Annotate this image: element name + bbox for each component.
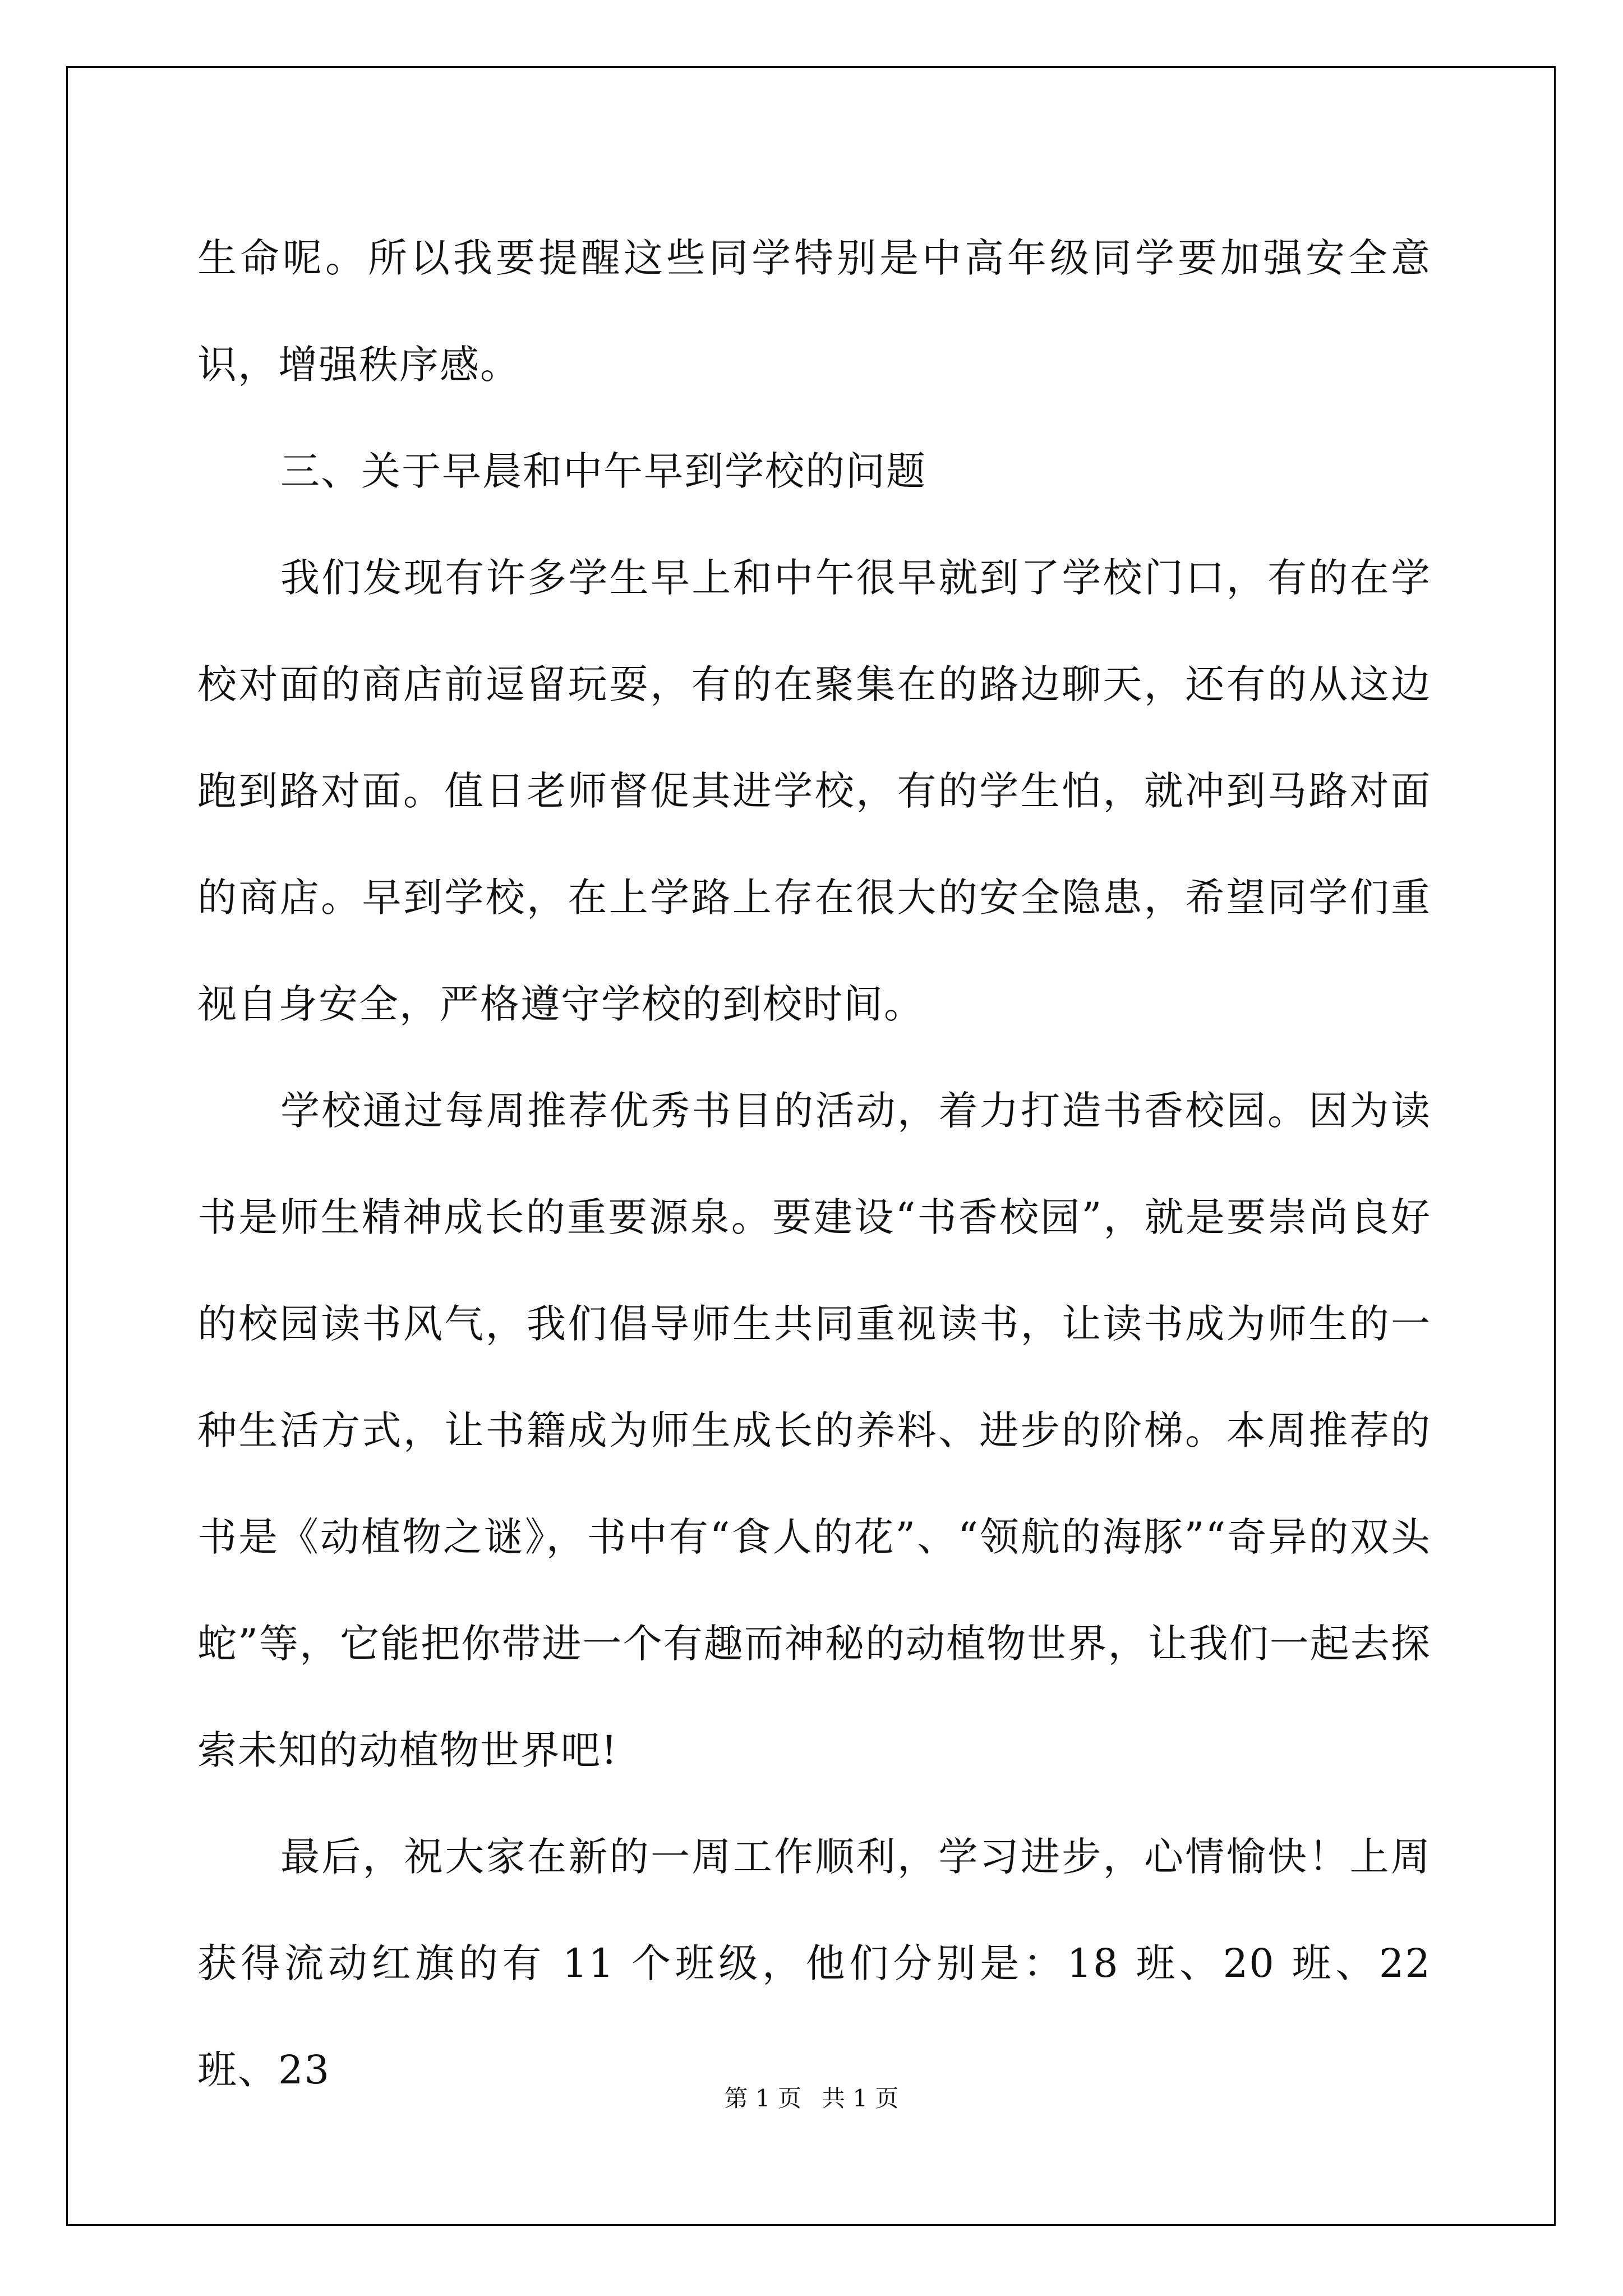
paragraph-early-arrival: 我们发现有许多学生早上和中午很早就到了学校门口，有的在学校对面的商店前逗留玩耍，有的在聚集在的路边聊天，还有的从这边跑到路对面。值日老师督促其进学校，有的学生怕，就冲到马路对面的商店。早到学校，在上学路上存在很大的安全隐患，希望同学们重视自身安全，严格遵守学校的到校时间。 <box>197 555 1431 1027</box>
section-heading-3: 三、关于早晨和中午早到学校的问题 <box>280 448 926 494</box>
document-body <box>197 205 1431 2123</box>
paragraph-1: 生命呢。所以我要提醒这些同学特别是中高年级同学要加强安全意识，增强秩序感。 <box>197 235 1431 388</box>
paragraph-closing: 最后，祝大家在新的一周工作顺利，学习进步，心情愉快！上周获得流动红旗的有 11 个班级，他们分别是：18 班、20 班、22 班、23 <box>197 1834 1431 2093</box>
page-number-current: 第 1 页 <box>724 2085 801 2112</box>
page-number-total: 共 1 页 <box>822 2085 899 2112</box>
page-footer <box>0 2080 1623 2114</box>
paragraph-reading: 学校通过每周推荐优秀书目的活动，着力打造书香校园。因为读书是师生精神成长的重要源泉。要建设“书香校园”，就是要崇尚良好的校园读书风气，我们倡导师生共同重视读书，让读书成为师生的一种生活方式，让书籍成为师生成长的养料、进步的阶梯。本周推荐的书是《动植物之谜》，书中有“食人的花”、“领航的海豚”“奇异的双头蛇”等，它能把你带进一个有趣而神秘的动植物世界，让我们一起去探索未知的动植物世界吧! <box>197 1088 1431 1773</box>
